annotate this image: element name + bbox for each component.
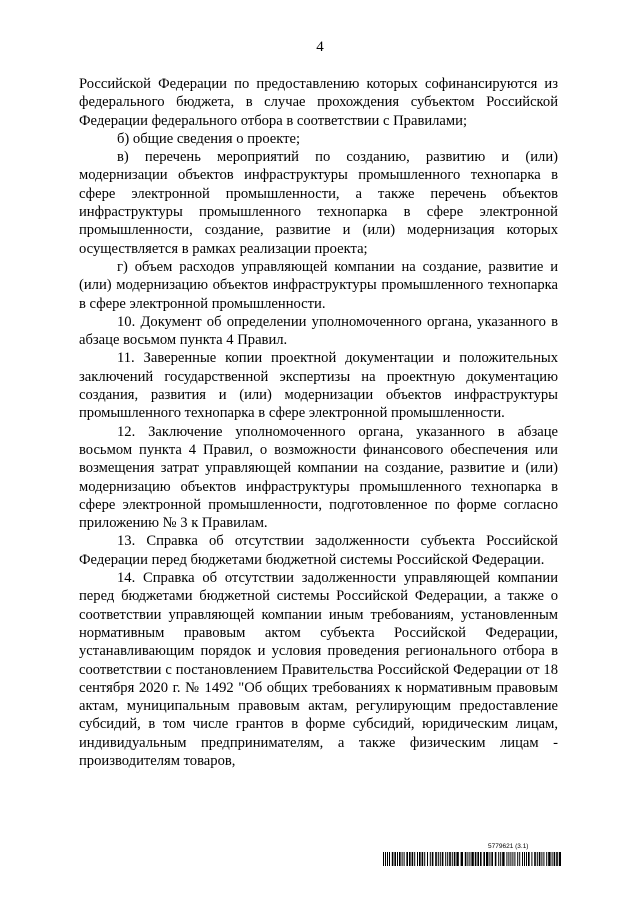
- paragraph: Российской Федерации по предоставлению которых софинансируются из федерального бюджета, в случае прохождения субъектом Российской Федерации федерального отбора в соответствии с Правилами;: [79, 76, 558, 129]
- paragraph: 14. Справка об отсутствии задолженности управляющей компании перед бюджетами бюджетной системы Российской Федерации, а также о соответствии управляющей компании иным требованиям, установленным нормативным правовым актом субъекта Российской Федерации, устанавливающим порядок и условия проведения регионального отбора в соответствии с постановлением Правительства Российской Федерации от 18 сентября 2020 г. № 1492 "Об общих требованиях к нормативным правовым актам, муниципальным правовым актам, регулирующим предоставление субсидий, в том числе грантов в форме субсидий, юридическим лицам, индивидуальным предпринимателям, а также физическим лицам - производителям товаров,: [79, 570, 558, 769]
- paragraph: в) перечень мероприятий по созданию, развитию и (или) модернизации объектов инфраструктуры промышленного технопарка в сфере электронной промышленности, а также перечень объектов инфраструктуры промышленного технопарка в сфере электронной промышленности, создание, развитие и (или) модернизация которых осуществляется в рамках реализации проекта;: [79, 149, 558, 257]
- paragraph: б) общие сведения о проекте;: [117, 130, 301, 147]
- paragraph: г) объем расходов управляющей компании на создание, развитие и (или) модернизацию объектов инфраструктуры промышленного технопарка в сфере электронной промышленности.: [79, 258, 558, 312]
- paragraph: 12. Заключение уполномоченного органа, указанного в абзаце восьмом пункта 4 Правил, о возможности финансового обеспечения или возмещения затрат управляющей компании на создание, развитие и (или) модернизацию объектов инфраструктуры промышленного технопарка в сфере электронной промышленности, подготовленное по форме согласно приложению № 3 к Правилам.: [79, 423, 558, 532]
- paragraph: 11. Заверенные копии проектной документации и положительных заключений государственной экспертизы на проектную документацию создания, развития и (или) модернизации объектов инфраструктуры промышленного технопарка в сфере электронной промышленности.: [79, 350, 558, 422]
- paragraph: 13. Справка об отсутствии задолженности субъекта Российской Федерации перед бюджетами бюджетной системы Российской Федерации.: [79, 533, 558, 568]
- document-body: [79, 75, 558, 770]
- paragraph: 10. Документ об определении уполномоченного органа, указанного в абзаце восьмом пункта 4 Правил.: [79, 313, 558, 349]
- document-code: 5779621 (3.1): [488, 843, 529, 850]
- page-number: 4: [316, 39, 324, 55]
- barcode-icon: [383, 852, 561, 866]
